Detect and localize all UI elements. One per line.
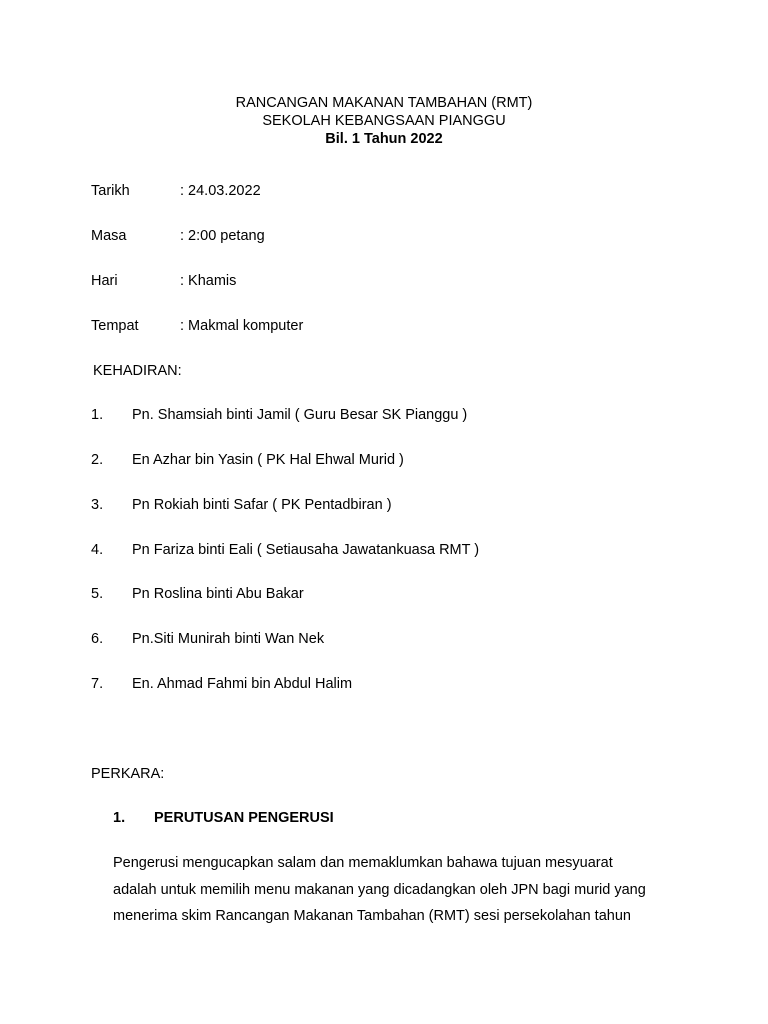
attendee-number: 1.: [91, 407, 104, 423]
attendee-name: En. Ahmad Fahmi bin Abdul Halim: [132, 676, 353, 692]
section-paragraph: [113, 853, 673, 933]
perkara-heading: PERKARA:: [91, 766, 165, 782]
paragraph-line: menerima skim Rancangan Makanan Tambahan (RMT) sesi persekolahan tahun: [113, 908, 631, 924]
paragraph-line: Pengerusi mengucapkan salam dan memaklumkan bahawa tujuan mesyuarat: [113, 855, 613, 871]
kehadiran-heading: KEHADIRAN:: [93, 363, 182, 379]
info-label: Masa: [91, 228, 127, 244]
attendee-number: 5.: [91, 586, 104, 602]
attendee-name: Pn Rokiah binti Safar ( PK Pentadbiran ): [132, 497, 392, 513]
attendee-number: 2.: [91, 452, 104, 468]
attendee-number: 6.: [91, 631, 104, 647]
info-value: : Makmal komputer: [180, 318, 304, 334]
info-value: : Khamis: [180, 273, 237, 289]
attendee-name: Pn. Shamsiah binti Jamil ( Guru Besar SK Pianggu ): [132, 407, 468, 423]
title-line-program: RANCANGAN MAKANAN TAMBAHAN (RMT): [235, 95, 533, 111]
paragraph-line: adalah untuk memilih menu makanan yang dicadangkan oleh JPN bagi murid yang: [113, 881, 646, 898]
info-label: Hari: [91, 273, 118, 289]
attendee-name: Pn Roslina binti Abu Bakar: [132, 586, 304, 602]
info-value: : 2:00 petang: [180, 228, 265, 244]
section-title: PERUTUSAN PENGERUSI: [154, 810, 334, 826]
attendee-number: 3.: [91, 497, 104, 513]
section-number: 1.: [113, 810, 126, 826]
attendee-name: Pn.Siti Munirah binti Wan Nek: [132, 631, 325, 647]
info-label: Tarikh: [91, 183, 130, 199]
document-title: [0, 94, 768, 148]
info-label: Tempat: [91, 318, 139, 334]
attendee-name: En Azhar bin Yasin ( PK Hal Ehwal Murid ): [132, 452, 404, 468]
attendee-name: Pn Fariza binti Eali ( Setiausaha Jawatankuasa RMT ): [132, 542, 480, 558]
title-line-school: SEKOLAH KEBANGSAAN PIANGGU: [262, 113, 506, 129]
attendee-number: 7.: [91, 676, 104, 692]
info-value: : 24.03.2022: [180, 183, 261, 199]
title-line-meeting-number: Bil. 1 Tahun 2022: [325, 131, 443, 147]
attendee-number: 4.: [91, 542, 104, 558]
